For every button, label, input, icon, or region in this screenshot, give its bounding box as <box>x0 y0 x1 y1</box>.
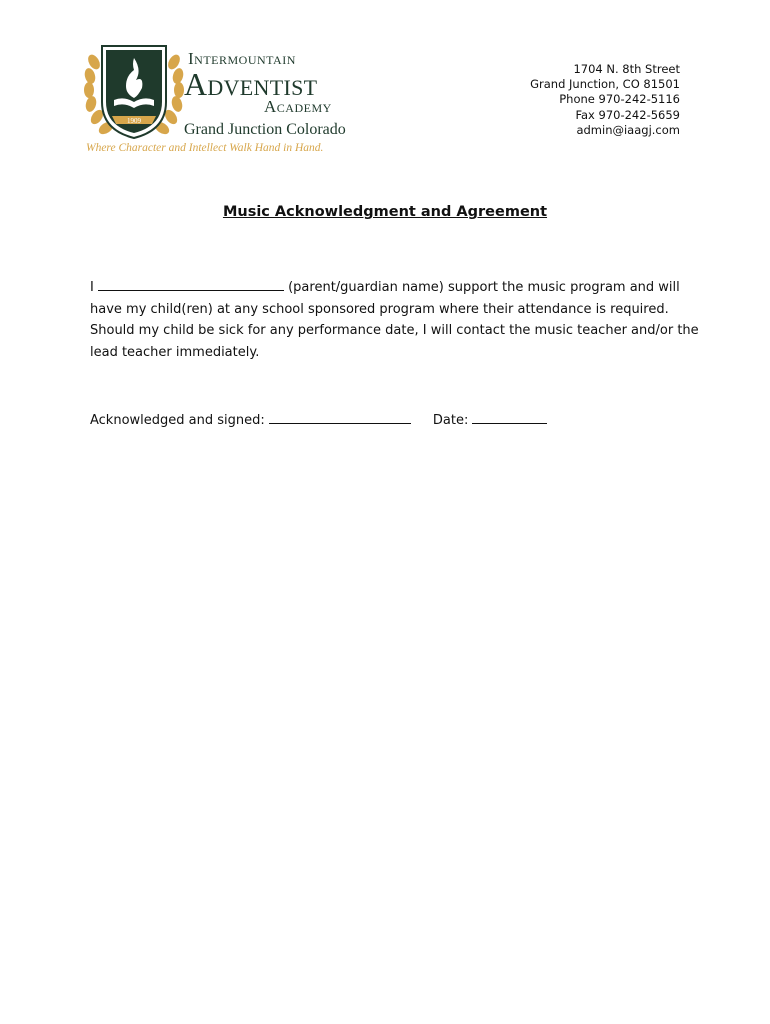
agreement-paragraph <box>90 276 699 363</box>
address-street: 1704 N. 8th Street <box>573 62 680 76</box>
school-name-line2: Adventist <box>184 66 318 102</box>
document-title: Music Acknowledgment and Agreement <box>222 204 548 220</box>
paragraph-prefix: I <box>90 280 98 295</box>
paragraph-line-4: lead teacher immediately. <box>90 344 260 360</box>
address-fax: Fax 970-242-5659 <box>575 107 680 122</box>
school-crest-icon <box>82 40 186 144</box>
parent-name-field[interactable] <box>98 276 284 291</box>
paragraph-line-2: have my child(ren) at any school sponsored program where their attendance is required. <box>90 301 669 317</box>
school-name-line1: Intermountain <box>188 49 296 68</box>
crest-year: 1909 <box>127 117 141 125</box>
signature-field[interactable] <box>269 409 411 424</box>
signed-label: Acknowledged and signed: <box>90 413 269 428</box>
address-phone: Phone 970-242-5116 <box>559 92 680 107</box>
address-city: Grand Junction, CO 81501 <box>530 77 680 92</box>
paragraph-line-1 <box>90 276 680 299</box>
paragraph-line-3: Should my child be sick for any performance date, I will contact the music teacher and/or the <box>90 323 699 338</box>
address-email: admin@iaagj.com <box>576 122 680 137</box>
signature-row <box>90 409 547 428</box>
date-label: Date: <box>432 413 473 428</box>
school-logo <box>82 40 382 165</box>
school-name-line3: Academy <box>264 97 332 116</box>
date-field[interactable] <box>472 409 547 424</box>
school-address <box>530 62 680 138</box>
school-motto: Where Character and Intellect Walk Hand in Hand. <box>86 142 324 154</box>
school-location: Grand Junction Colorado <box>184 121 346 138</box>
paragraph-line-1-text: (parent/guardian name) support the music program and will <box>283 280 680 295</box>
